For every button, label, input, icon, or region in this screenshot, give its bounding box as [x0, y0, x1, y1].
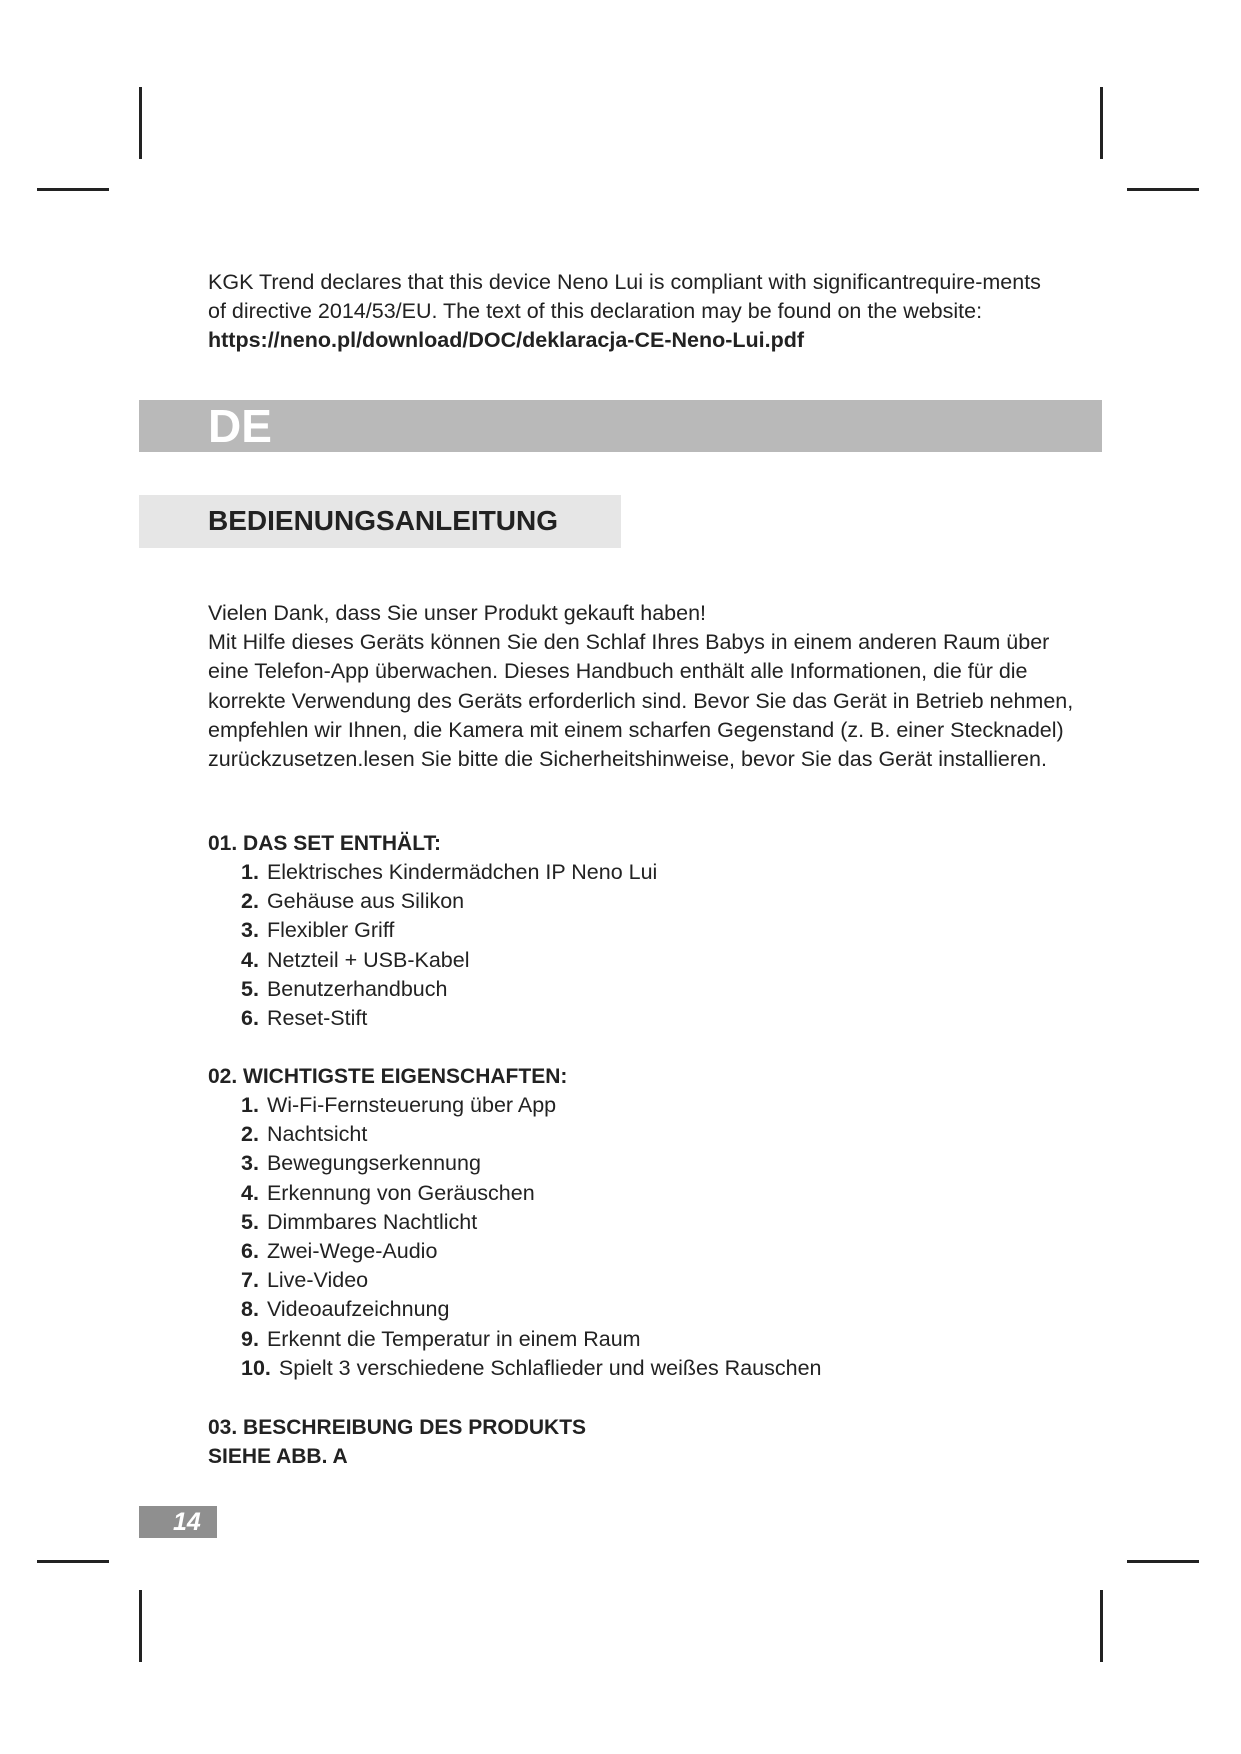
features-section: [208, 1062, 1088, 1383]
crop-mark-bottom-right-horizontal: [1127, 1560, 1199, 1563]
set-contents-heading: 01. DAS SET ENTHÄLT:: [208, 832, 441, 855]
list-item: 6. Zwei-Wege-Audio: [241, 1239, 438, 1264]
list-item: 2. Nachtsicht: [241, 1122, 368, 1147]
list-item: 4. Netzteil + USB-Kabel: [241, 947, 470, 972]
language-section-band: [139, 400, 1102, 452]
manual-title-band: [139, 495, 621, 548]
list-item: 5. Dimmbares Nachtlicht: [241, 1209, 478, 1234]
product-description-heading: 03. BESCHREIBUNG DES PRODUKTS: [208, 1416, 587, 1439]
list-item: 4. Erkennung von Geräuschen: [241, 1180, 535, 1205]
list-item: 8. Videoaufzeichnung: [241, 1297, 450, 1322]
crop-mark-top-left-vertical: [139, 87, 142, 159]
page-number: 14: [173, 1508, 201, 1536]
features-heading: 02. WICHTIGSTE EIGENSCHAFTEN:: [208, 1065, 568, 1088]
list-item: 3. Bewegungserkennung: [241, 1151, 481, 1176]
crop-mark-top-right-vertical: [1100, 87, 1103, 159]
crop-mark-top-left-horizontal: [37, 188, 109, 191]
crop-mark-bottom-left-vertical: [139, 1590, 142, 1662]
set-contents-list: [208, 858, 1088, 1033]
list-item: 7. Live-Video: [241, 1268, 369, 1293]
list-item: 3. Flexibler Griff: [241, 918, 395, 943]
language-code: DE: [208, 400, 272, 452]
list-item: 10. Spielt 3 verschiedene Schlaflieder und weißes Rauschen: [241, 1355, 822, 1380]
ce-declaration: [208, 268, 1048, 355]
list-item: 6. Reset-Stift: [241, 1006, 368, 1031]
list-item: 2. Gehäuse aus Silikon: [241, 889, 465, 914]
intro-paragraph: [208, 599, 1088, 774]
crop-mark-bottom-left-horizontal: [37, 1560, 109, 1563]
crop-mark-top-right-horizontal: [1127, 188, 1199, 191]
manual-title: BEDIENUNGSANLEITUNG: [208, 505, 559, 536]
list-item: 9. Erkennt die Temperatur in einem Raum: [241, 1326, 641, 1351]
figure-reference: SIEHE ABB. A: [208, 1445, 348, 1468]
usage-description: Mit Hilfe dieses Geräts können Sie den Schlaf Ihres Babys in einem anderen Raum über eine Telefon-App überwachen. Dieses Handbuch enthält alle Informationen, die für die korrekte Verwendung des Geräts erforderlich sind. Bevor Sie das Gerät in Betrieb nehmen, empfehlen wir Ihnen, die Kamera mit einem scharfen Gegenstand (z. B. einer Stecknadel) zurückzusetzen.lesen Sie bitte die Sicherheitshinweise, bevor Sie das Gerät installieren.: [208, 630, 1074, 772]
product-description-section: [208, 1413, 1088, 1471]
set-contents-section: [208, 829, 1088, 1033]
list-item: 5. Benutzerhandbuch: [241, 976, 448, 1001]
features-list: [208, 1091, 1088, 1383]
ce-declaration-text: KGK Trend declares that this device Neno Lui is compliant with significantrequire-ments of directive 2014/53/EU. The text of this declaration may be found on the website:: [208, 270, 1041, 323]
list-item: 1. Elektrisches Kindermädchen IP Neno Lui: [241, 860, 658, 884]
page-number-badge: [139, 1506, 217, 1538]
thank-you-line: Vielen Dank, dass Sie unser Produkt gekauft haben!: [208, 601, 707, 625]
crop-mark-bottom-right-vertical: [1100, 1590, 1103, 1662]
list-item: 1. Wi-Fi-Fernsteuerung über App: [241, 1093, 557, 1117]
declaration-link[interactable]: https://neno.pl/download/DOC/deklaracja-CE-Neno-Lui.pdf: [208, 328, 805, 352]
